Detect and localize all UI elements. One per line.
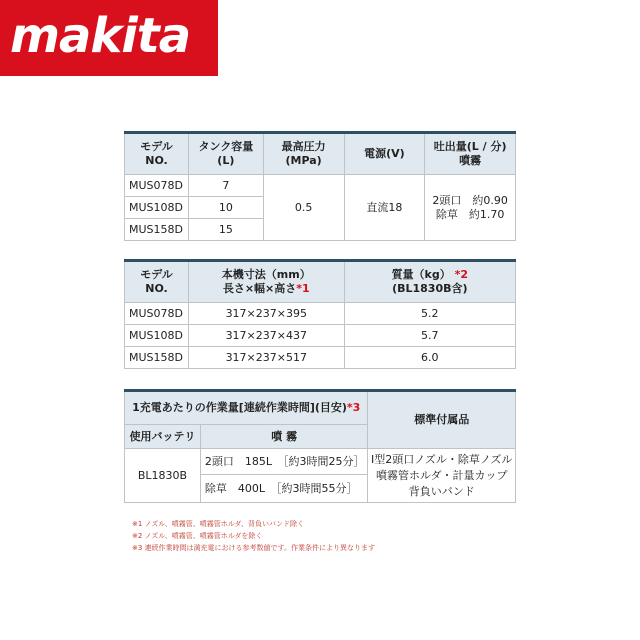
model-cell: MUS078D [125,175,189,197]
model-cell: MUS108D [125,197,189,219]
pressure-cell: 0.5 [263,175,344,241]
footnote: ※2 ノズル、噴霧管、噴霧管ホルダを除く [132,532,263,540]
mass-cell: 5.2 [344,303,515,325]
header-tank: タンク容量 (L) [188,133,263,175]
note-mark: *2 [454,268,469,281]
dimensions-cell: 317×237×437 [188,325,344,347]
header-power: 電源(V) [344,133,425,175]
spec-table-3 [124,389,516,503]
brand-logo-text: makita [10,8,191,64]
mass-cell: 6.0 [344,347,515,369]
output-cell: 2頭口 約0.90 除草 約1.70 [425,175,516,241]
note-mark: *3 [346,401,361,414]
dimensions-cell: 317×237×395 [188,303,344,325]
spec-table-2 [124,259,516,369]
accessories-cell: I型2頭口ノズル・除草ノズル 噴霧管ホルダ・計量カップ 背負いバンド [368,449,516,503]
tank-cell: 10 [188,197,263,219]
model-cell: MUS108D [125,325,189,347]
header-dimensions: 本機寸法（mm） 長さ×幅×高さ*1 [188,261,344,303]
header-accessories: 標準付属品 [368,391,516,449]
header-pressure: 最高圧力 (MPa) [263,133,344,175]
header-work-amount: 1充電あたりの作業量[連続作業時間](目安)*3 [125,391,368,425]
header-battery: 使用バッテリ [125,425,201,449]
footnote: ※1 ノズル、噴霧管、噴霧管ホルダ、背負いバンド除く [132,520,305,528]
footnotes [132,518,375,554]
model-cell: MUS158D [125,347,189,369]
spray-cell: 除草 400L ［約3時間55分］ [200,475,368,503]
brand-logo [0,0,218,76]
note-mark: *1 [296,282,310,295]
battery-cell: BL1830B [125,449,201,503]
tank-cell: 7 [188,175,263,197]
header-model: モデル NO. [125,133,189,175]
spec-table-1 [124,131,516,241]
model-cell: MUS078D [125,303,189,325]
footnote: ※3 連続作業時間は満充電における参考数値です。作業条件により異なります [132,544,375,552]
header-output: 吐出量(L / 分) 噴霧 [425,133,516,175]
dimensions-cell: 317×237×517 [188,347,344,369]
header-spray: 噴 霧 [200,425,368,449]
mass-cell: 5.7 [344,325,515,347]
header-model: モデル NO. [125,261,189,303]
tank-cell: 15 [188,219,263,241]
spray-cell: 2頭口 185L ［約3時間25分］ [200,449,368,475]
power-cell: 直流18 [344,175,425,241]
header-mass: 質量（kg） *2 (BL1830B含) [344,261,515,303]
model-cell: MUS158D [125,219,189,241]
